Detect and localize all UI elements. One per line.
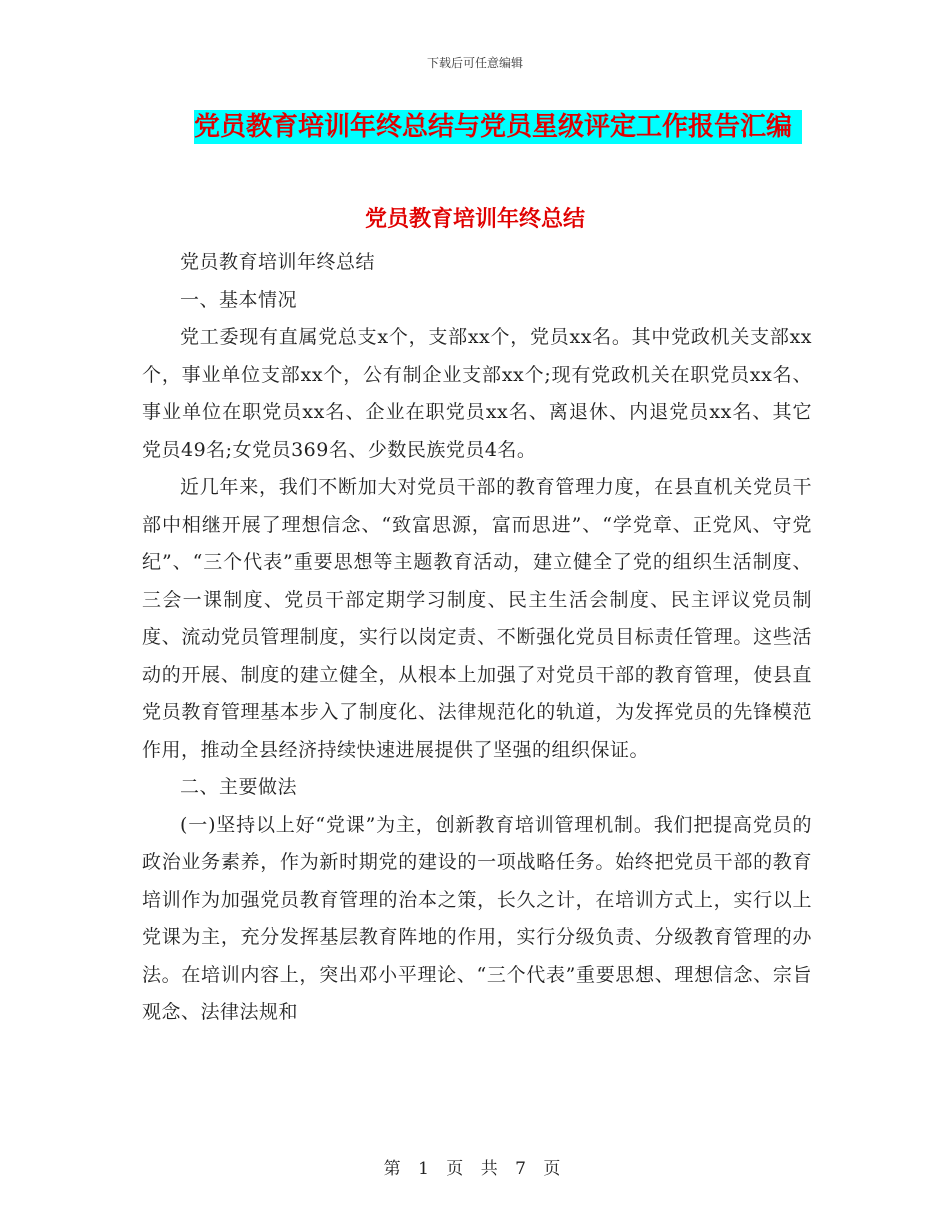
document-body — [142, 244, 812, 1032]
main-title: 党员教育培训年终总结与党员星级评定工作报告汇编 — [194, 110, 802, 144]
header-note: 下载后可任意编辑 — [426, 56, 523, 70]
page-number: 第 1 页 共 7 页 — [383, 1159, 567, 1179]
section-heading-basic-situation: 一、基本情况 — [180, 288, 298, 311]
section-title: 党员教育培训年终总结 — [364, 207, 585, 232]
paragraph: (一)坚持以上好“党课”为主，创新教育培训管理机制。我们把提高党员的政治业务素养，作为新时期党的建设的一项战略任务。始终把党员干部的教育培训作为加强党员教育管理的治本之策，长久之计，在培训方式上，实行以上党课为主，充分发挥基层教育阵地的作用，实行分级负责、分级教育管理的办法。在培训内容上，突出邓小平理论、“三个代表”重要思想、理想信念、宗旨观念、法律法规和 — [142, 813, 812, 1023]
paragraph-heading: 党员教育培训年终总结 — [180, 251, 376, 273]
paragraph: 党工委现有直属党总支x个，支部xx个，党员xx名。其中党政机关支部xx个，事业单位支部xx个，公有制企业支部xx个;现有党政机关在职党员xx名、事业单位在职党员xx名、企业在职党员xx名、离退休、内退党员xx名、其它党员49名;女党员369名、少数民族党员4名。 — [142, 326, 812, 461]
paragraph: 近几年来，我们不断加大对党员干部的教育管理力度，在县直机关党员干部中相继开展了理想信念、“致富思源，富而思进”、“学党章、正党风、守党纪”、“三个代表”重要思想等主题教育活动，建立健全了党的组织生活制度、三会一课制度、党员干部定期学习制度、民主生活会制度、民主评议党员制度、流动党员管理制度，实行以岗定责、不断强化党员目标责任管理。这些活动的开展、制度的建立健全，从根本上加强了对党员干部的教育管理，使县直党员教育管理基本步入了制度化、法律规范化的轨道，为发挥党员的先锋模范作用，推动全县经济持续快速进展提供了坚强的组织保证。 — [142, 476, 812, 761]
section-heading-main-practices: 二、主要做法 — [180, 776, 298, 798]
